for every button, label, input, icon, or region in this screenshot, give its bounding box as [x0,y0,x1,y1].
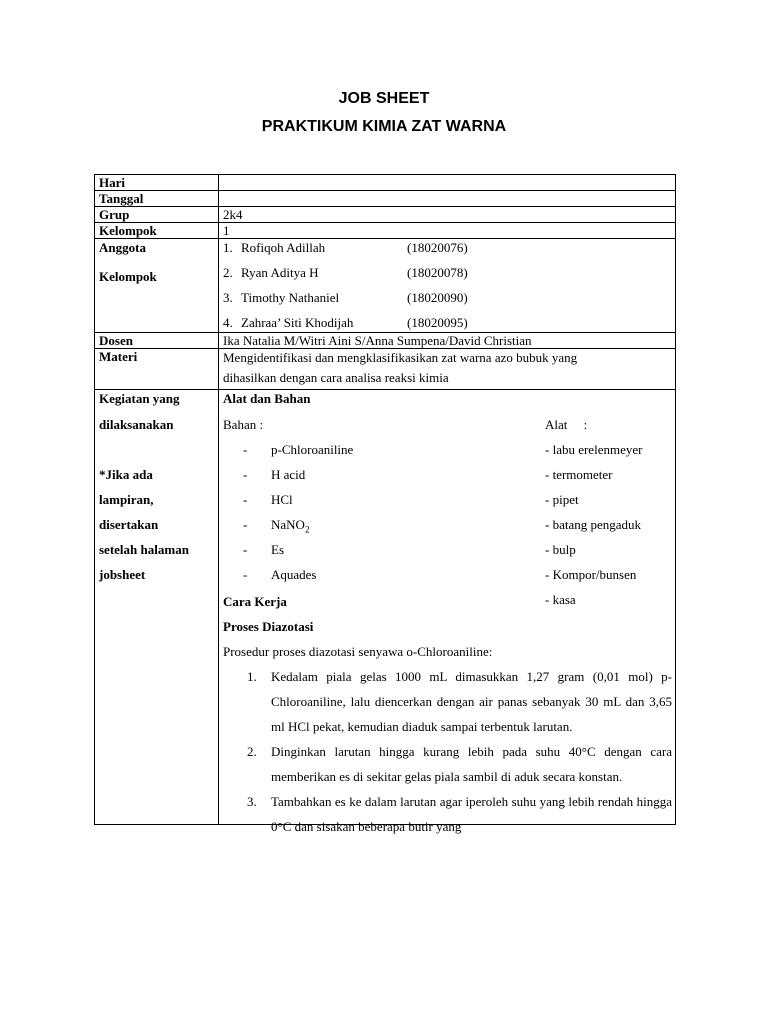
label-grup: Grup [95,207,219,223]
bahan-item-subscript: 2 [304,524,310,535]
member-nim: (18020095) [407,315,468,330]
kegiatan-label-line: lampiran, [99,492,154,507]
value-hari [219,175,676,191]
member-nim: (18020090) [407,290,468,305]
kegiatan-label-line: Kegiatan yang [99,391,180,406]
bahan-item: p-Chloroaniline [271,442,354,457]
list-item [223,289,672,314]
alat-item: - pipet [545,492,579,507]
label-anggota [95,239,219,333]
member-number: 4. [223,315,233,330]
list-item: - NaNO$_2$ [243,517,310,535]
bahan-item: Es [271,542,284,557]
value-dosen: Ika Natalia M/Witri Aini S/Anna Sumpena/David Christian [219,333,676,349]
prosedur-text: Prosedur proses diazotasi senyawa o-Chloroaniline: [223,644,493,659]
table-row-dosen [95,333,676,349]
cara-kerja-heading: Cara Kerja [223,594,287,609]
table-row-hari [95,175,676,191]
table-row-anggota [95,239,676,333]
label-kegiatan [95,390,219,825]
kegiatan-label-line: setelah halaman [99,542,189,557]
kegiatan-content [219,390,676,834]
label-dosen: Dosen [95,333,219,349]
list-item: - HCl [243,492,293,507]
alat-item: - batang pengaduk [545,517,642,532]
bahan-item: NaNO [271,517,305,532]
list-item [223,239,672,264]
member-nim: (18020078) [407,265,468,280]
kegiatan-label-block [99,390,215,587]
step-text: Tambahkan es ke dalam larutan agar iperoleh suhu yang lebih rendah hingga 0°C dan sisakan beberapa butir yang [271,794,672,834]
alat-column [545,412,675,612]
step-text: Dinginkan larutan hingga kurang lebih pada suhu 40°C dengan cara memberikan es di sekitar gelas piala sambil di aduk secara konstan. [271,744,672,784]
table-row-materi [95,349,676,390]
label-materi: Materi [95,349,219,390]
value-materi [219,349,676,390]
list-item [223,264,672,289]
alat-item: - kasa [545,592,576,607]
alat-bahan-heading: Alat dan Bahan [223,391,311,406]
step-list [223,664,672,834]
table-row-tanggal [95,191,676,207]
bahan-item: H acid [271,467,306,482]
alat-item: - bulp [545,542,576,557]
kegiatan-label-line: disertakan [99,517,159,532]
member-name: Timothy Nathaniel [241,290,340,305]
value-tanggal [219,191,676,207]
step-text: Kedalam piala gelas 1000 mL dimasukkan 1,27 gram (0,01 mol) p-Chloroaniline, lalu diencerkan dengan air panas sebanyak 30 mL dan 3,65 ml HCl pekat, kemudian diaduk sampai terbentuk larutan. [271,669,672,734]
materi-line-2: dihasilkan dengan cara analisa reaksi kimia [223,370,449,385]
alat-item: - Kompor/bunsen [545,567,637,582]
step-number: 1. [247,669,257,684]
list-item: - Es [243,542,284,557]
page-title: JOB SHEET [338,90,430,107]
list-item: - p-Chloroaniline [243,442,354,457]
label-hari: Hari [95,175,219,191]
member-name: Ryan Aditya H [241,265,319,280]
table-row-kelompok [95,223,676,239]
proses-heading: Proses Diazotasi [223,619,314,634]
member-name: Zahraa’ Siti Khodijah [241,315,354,330]
alat-item: - termometer [545,467,613,482]
label-anggota-line-1: Anggota [99,240,146,255]
list-item [223,789,672,834]
kegiatan-label-line: *Jika ada [99,467,153,482]
bahan-item: HCl [271,492,293,507]
table-row-kegiatan [95,390,676,825]
member-name: Rofiqoh Adillah [241,240,326,255]
bahan-label: Bahan : [223,417,264,432]
page-subtitle: PRAKTIKUM KIMIA ZAT WARNA [261,118,507,135]
value-kelompok: 1 [219,223,676,239]
table-row-grup [95,207,676,223]
alat-label: Alat : [545,417,588,432]
step-number: 2. [247,744,257,759]
kegiatan-label-line [99,437,215,462]
label-anggota-line-2: Kelompok [99,269,157,284]
kegiatan-label-line: jobsheet [99,567,146,582]
member-number: 2. [223,265,233,280]
list-item [223,314,672,332]
list-item [223,739,672,789]
materi-line-1: Mengidentifikasi dan mengklasifikasikan zat warna azo bubuk yang [223,350,578,365]
alat-item: - labu erelenmeyer [545,442,643,457]
list-item [223,664,672,739]
member-number: 3. [223,290,233,305]
step-number: 3. [247,794,257,809]
bahan-item: Aquades [271,567,317,582]
member-list [219,239,676,333]
bahan-column [223,412,523,587]
value-grup: 2k4 [219,207,676,223]
label-kelompok: Kelompok [95,223,219,239]
kegiatan-label-line: dilaksanakan [99,417,174,432]
list-item: - H acid [243,467,306,482]
list-item: - Aquades [243,567,317,582]
member-number: 1. [223,240,233,255]
member-nim: (18020076) [407,240,468,255]
job-sheet-table [94,174,676,834]
label-tanggal: Tanggal [95,191,219,207]
